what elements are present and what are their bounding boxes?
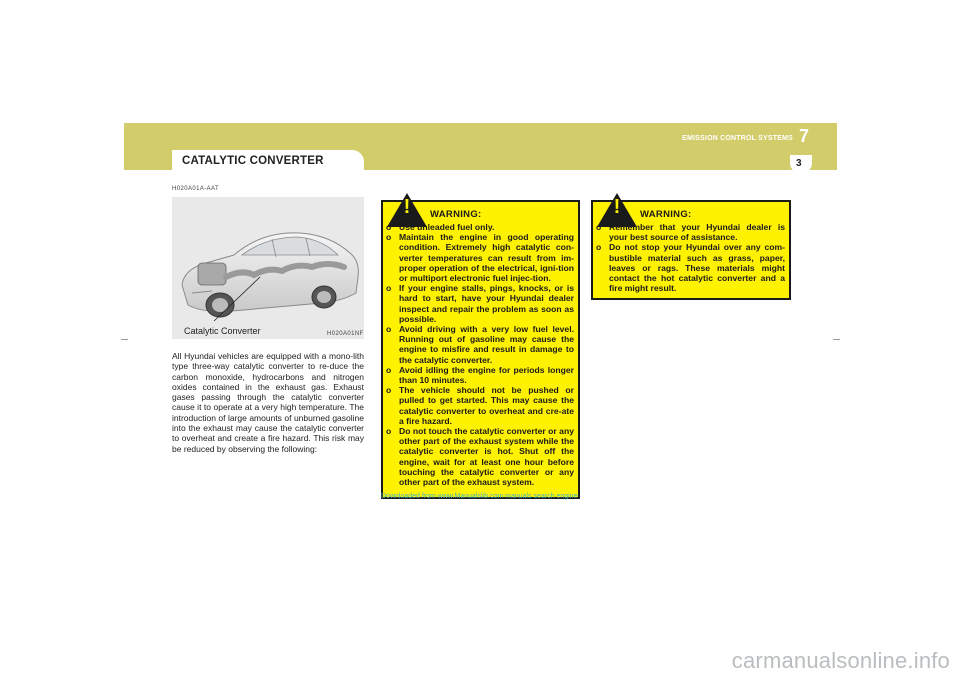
figure-code: H020A01NF: [327, 331, 364, 337]
warning-item: o Do not stop your Hyundai over any com-bustible material such as grass, paper, leaves or rags. These materials might contact the hot catalytic converter and a fire might result.: [596, 242, 785, 294]
body-paragraph: All Hyundai vehicles are equipped with a mono-lith type three-way catalytic converter to re-duce the carbon monoxide, hydrocarbons and nitrogen oxides contained in the exhaust gas. Exhaust gases passing through the catalytic converter cause it to operate at a very high temperature. The introduction of large amounts of unburned gasoline into the exhaust may cause the catalytic converter to overheat and create a fire hazard. This risk may be reduced by observing the following:: [172, 351, 364, 454]
warning-item: o Maintain the engine in good operating condition. Extremely high catalytic con-verter temperatures can result from im-proper operation of the electrical, igni-tion or multiport electronic fuel injec-tion.: [386, 232, 574, 284]
catalytic-converter-figure: [172, 197, 364, 339]
exclamation-icon: !: [613, 196, 621, 218]
car-illustration: [172, 197, 364, 339]
warning-item: o The vehicle should not be pushed or pulled to get started. This may cause the catalytic converter to overheat and cre-ate a fire hazard.: [386, 385, 574, 426]
warning-item: o Do not touch the catalytic converter or any other part of the exhaust system while the catalytic converter is hot. Shut off the engine, wait for at least one hour before touching the catalytic converter or any other part of the exhaust system.: [386, 426, 574, 488]
warning-list: [596, 222, 785, 293]
chapter-number: 7: [799, 126, 810, 146]
site-watermark: carmanualsonline.info: [731, 648, 950, 673]
warning-item: o Use unleaded fuel only.: [386, 222, 495, 232]
crop-mark: [833, 339, 840, 340]
chapter-label: EMISSION CONTROL SYSTEMS: [682, 135, 793, 142]
warning-item: o Avoid idling the engine for periods longer than 10 minutes.: [386, 364, 574, 386]
exclamation-icon: !: [403, 196, 411, 218]
section-code: H020A01A-AAT: [172, 186, 220, 192]
warning-box-1: [381, 196, 580, 499]
warning-title: WARNING:: [640, 209, 692, 220]
warning-item: o If your engine stalls, pings, knocks, or is hard to start, have your Hyundai dealer inspect and repair the problem as soon as possible.: [386, 283, 574, 324]
warning-item: o Avoid driving with a very low fuel level. Running out of gasoline may cause the engine to misfire and result in damage to the catalytic converter.: [386, 324, 574, 365]
warning-item: o Remember that your Hyundai dealer is your best source of assistance.: [596, 222, 785, 243]
section-title: CATALYTIC CONVERTER: [182, 155, 324, 167]
page-number: 3: [796, 158, 802, 169]
warning-box-2: [591, 196, 791, 300]
warning-title: WARNING:: [430, 209, 482, 220]
figure-caption: Catalytic Converter: [184, 326, 261, 336]
crop-mark: [121, 339, 128, 340]
warning-list: [386, 222, 574, 487]
download-watermark: Downloaded from www.Manualslib.com manuals search engine: [381, 493, 578, 500]
